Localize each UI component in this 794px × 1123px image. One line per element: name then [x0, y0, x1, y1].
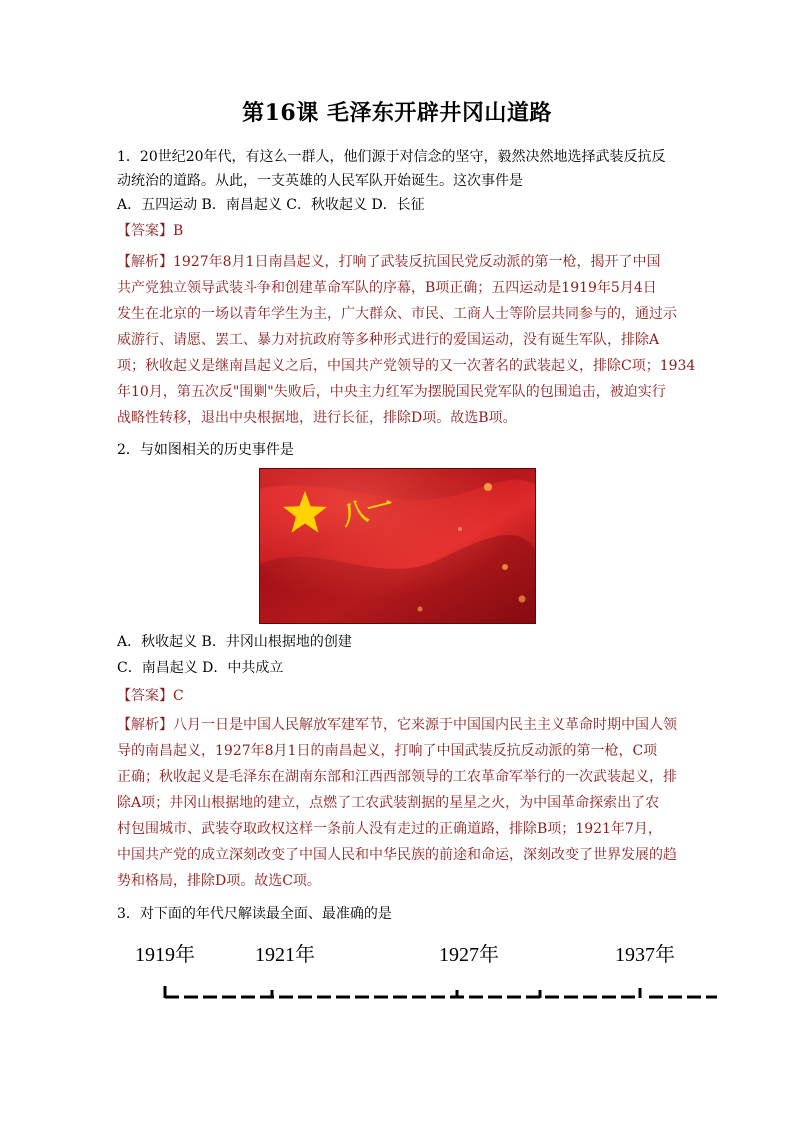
flag-svg	[260, 469, 535, 623]
q2-explanation-line-4: 除A项；井冈山根据地的建立，点燃了工农武装割据的星星之火，为中国革命探索出了农	[117, 795, 660, 811]
q1-explanation-line-4: 威游行、请愿、罢工、暴力对抗政府等多种形式进行的爱国运动，没有诞生军队，排除A	[117, 332, 660, 348]
q1-explanation-line-5: 项；秋收起义是继南昌起义之后，中国共产党领导的又一次著名的武装起义，排除C项；1934	[117, 358, 696, 374]
bayi-characters: 八一	[338, 490, 397, 532]
q2-options-line-1: A．秋收起义 B．井冈山根据地的创建	[117, 634, 352, 650]
q2-explanation-line-2: 导的南昌起义，1927年8月1日的南昌起义，打响了中国武装反抗反动派的第一枪，C项	[117, 743, 658, 759]
q2-explanation-line-6: 中国共产党的成立深刻改变了中国人民和中华民族的前途和命运，深刻改变了世界发展的趋	[117, 847, 677, 863]
year-timeline	[117, 930, 737, 1010]
q2-stem: 2．与如图相关的历史事件是	[117, 442, 294, 458]
q1-explanation-line-7: 战略性转移，退出中央根据地，进行长征，排除D项。故选B项。	[117, 410, 517, 426]
timeline-year-1937: 1937年	[615, 944, 675, 966]
q3-stem: 3．对下面的年代尺解读最全面、最准确的是	[117, 906, 392, 922]
q2-explanation-line-3: 正确；秋收起义是毛泽东在湖南东部和江西西部领导的工农革命军举行的一次武装起义，排	[117, 769, 677, 785]
q1-explanation-line-2: 共产党独立领导武装斗争和创建革命军队的序幕，B项正确；五四运动是1919年5月4日	[117, 280, 657, 296]
lesson-title: 第16课 毛泽东开辟井冈山道路	[242, 100, 552, 126]
bayi-flag-image	[259, 468, 536, 624]
timeline-year-1927: 1927年	[439, 944, 499, 966]
timeline-year-1921: 1921年	[255, 944, 315, 966]
q1-explanation-line-6: 年10月，第五次反"围剿"失败后，中央主力红军为摆脱国民党军队的包围追击，被迫实行	[117, 384, 666, 400]
q1-answer: 【答案】B	[117, 223, 184, 239]
timeline-year-1919: 1919年	[135, 944, 195, 966]
q2-explanation-line-1	[117, 713, 687, 737]
q1-stem-line-2: 动统治的道路。从此，一支英雄的人民军队开始诞生。这次事件是	[117, 173, 523, 189]
q2-answer: 【答案】C	[117, 688, 184, 704]
q1-explanation-line-1	[117, 250, 687, 274]
q1-explanation-line-3: 发生在北京的一场以青年学生为主，广大群众、市民、工商人士等阶层共同参与的，通过示	[117, 306, 677, 322]
q1-stem-line-1: 1．20世纪20年代，有这么一群人，他们源于对信念的坚守，毅然决然地选择武装反抗反	[117, 149, 666, 165]
q1-explanation-tag: 【解析】	[117, 254, 173, 270]
q1-options: A．五四运动 B．南昌起义 C．秋收起义 D．长征	[117, 197, 425, 213]
q2-explanation-line-5: 村包围城市、武装夺取政权这样一条前人没有走过的正确道路，排除B项；1921年7月，	[117, 821, 662, 837]
timeline-ruler	[117, 930, 737, 1010]
q2-explanation-text-1: 八月一日是中国人民解放军建军节，它来源于中国国内民主主义革命时期中国人领	[173, 717, 677, 733]
q2-explanation-tag: 【解析】	[117, 717, 173, 733]
q1-explanation-text-1: 1927年8月1日南昌起义，打响了武装反抗国民党反动派的第一枪，揭开了中国	[173, 254, 661, 270]
q2-explanation-line-7: 势和格局，排除D项。故选C项。	[117, 873, 321, 889]
q2-options-line-2: C．南昌起义 D．中共成立	[117, 660, 284, 676]
